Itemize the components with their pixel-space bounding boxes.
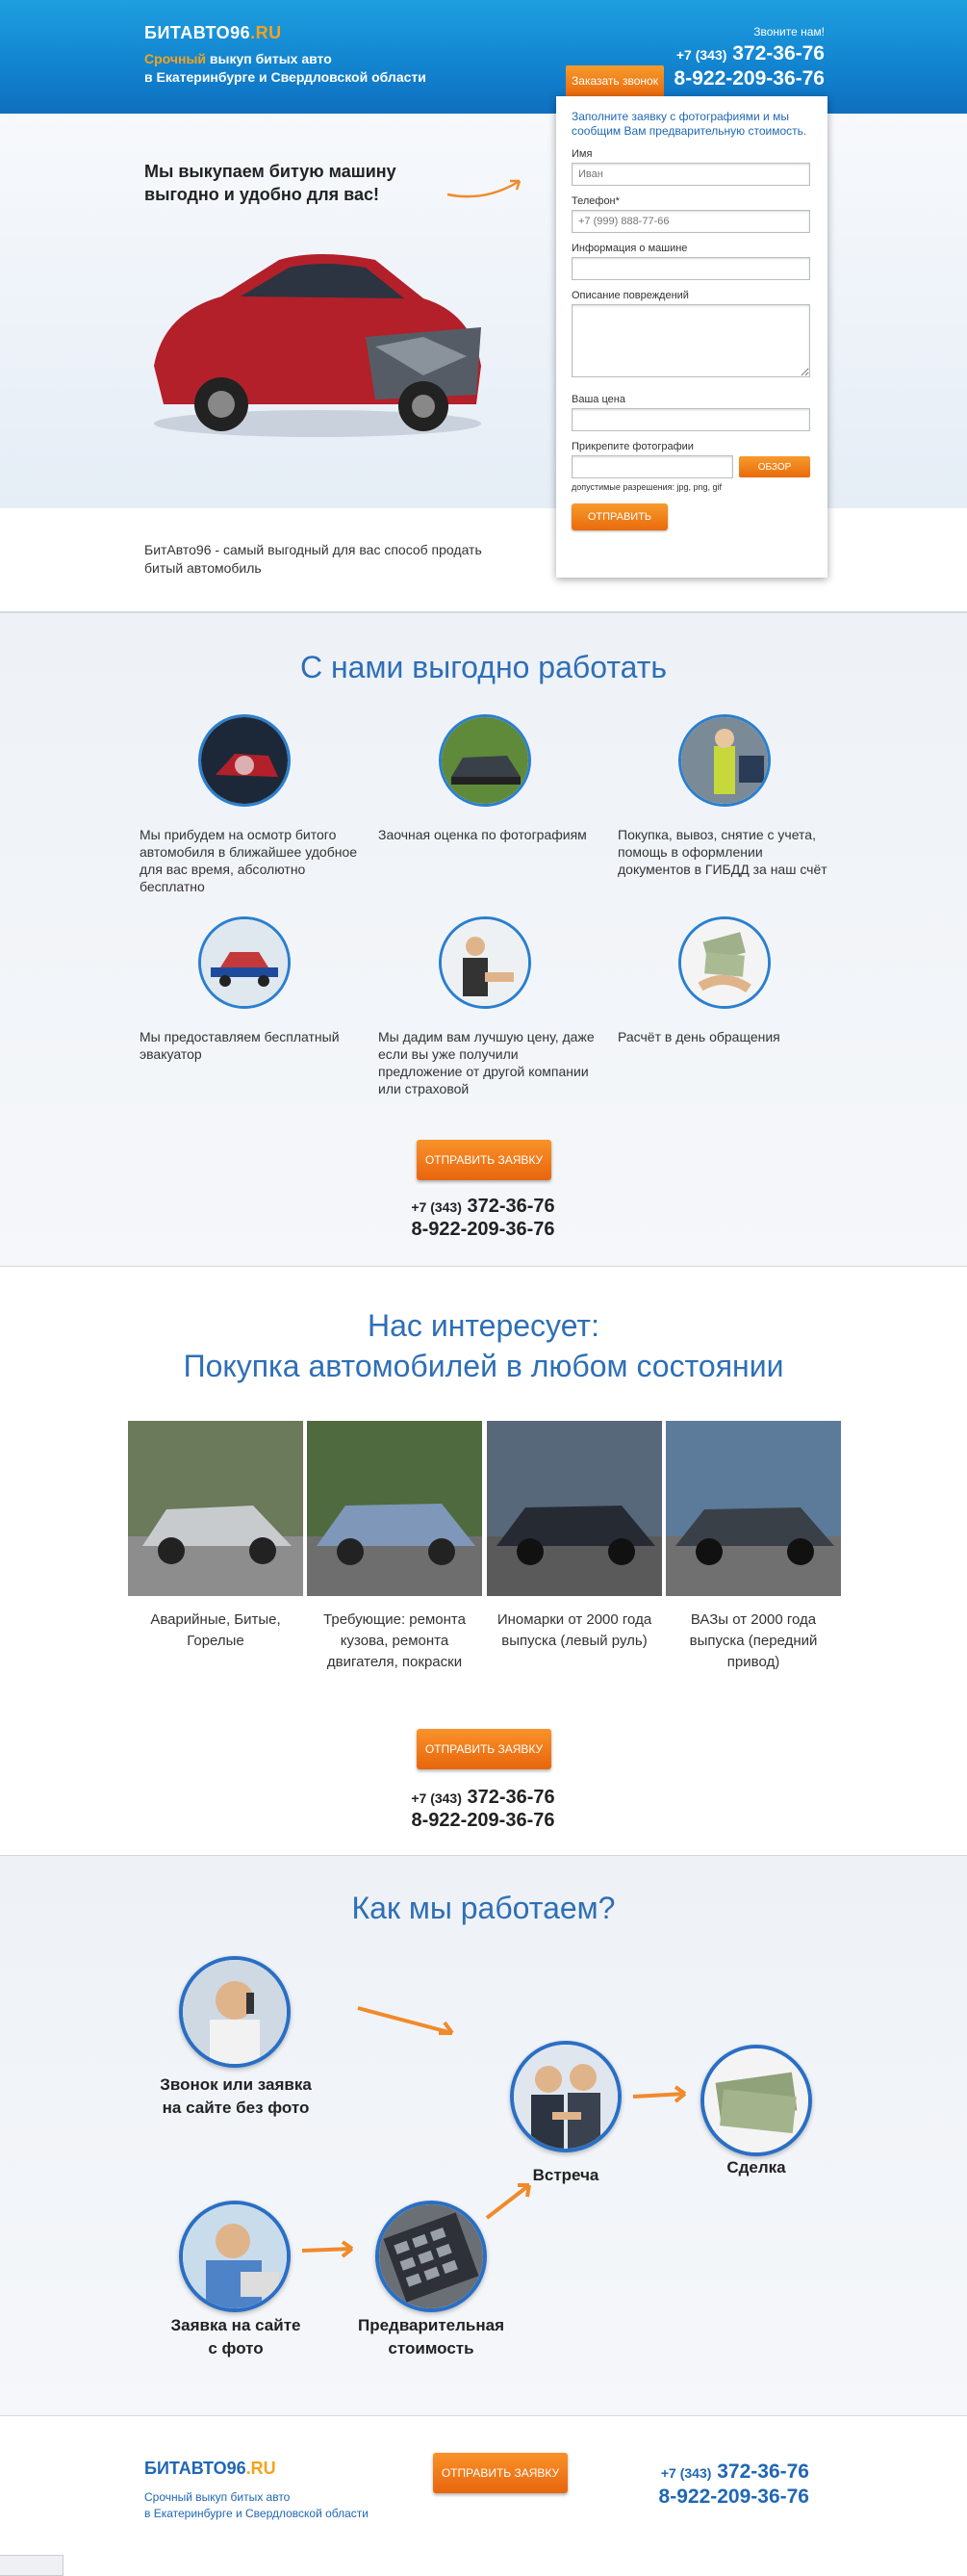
car-photo-foreign (487, 1421, 662, 1596)
damaged-car-image (135, 221, 500, 443)
footer-logo[interactable]: БИТАВТО96.RU (144, 2459, 276, 2478)
price-input[interactable] (572, 408, 810, 431)
money-icon (678, 916, 771, 1009)
form-intro: Заполните заявку с фотографиями и мы сообщим Вам предварительную стоимость. (572, 110, 807, 138)
photo-evaluation-icon (439, 714, 531, 807)
header-phone-2[interactable]: 8-922-209-36-76 (674, 67, 825, 90)
tow-truck-icon (198, 916, 291, 1009)
benefits-phone-2[interactable]: 8-922-209-36-76 (411, 1219, 555, 1240)
file-upload-row (572, 455, 812, 478)
benefit-text-2: Заочная оценка по фотографиям (378, 827, 587, 842)
send-request-button-2[interactable]: ОТПРАВИТЬ ЗАЯВКУ (417, 1729, 551, 1769)
car-caption-1: Аварийные, Битые, Горелые (150, 1611, 281, 1649)
corner-widget[interactable] (0, 2555, 64, 2576)
step-photo-label: Заявка на сайте с фото (170, 2316, 301, 2357)
step-meet-label: Встреча (532, 2166, 599, 2184)
online-request-icon (179, 2201, 291, 2312)
submit-button[interactable]: ОТПРАВИТЬ (572, 503, 668, 530)
crash-icon (198, 714, 291, 807)
call-us-label: Звоните нам! (753, 25, 825, 39)
arrow-icon (483, 2177, 537, 2222)
browse-button[interactable]: ОБЗОР (739, 456, 810, 477)
arrow-icon (443, 173, 529, 202)
car-caption-3: Иномарки от 2000 года выпуска (левый руль) (496, 1611, 652, 1649)
name-label: Имя (572, 148, 593, 160)
phone-input[interactable] (572, 210, 810, 233)
phone-call-icon (179, 1956, 291, 2068)
how-title: Как мы работаем? (351, 1891, 616, 1925)
car-photo-repair (307, 1421, 482, 1596)
calculator-icon (375, 2201, 487, 2312)
step-call-label: Звонок или заявка на сайте без фото (160, 2075, 312, 2117)
header-phone-1[interactable]: +7 (343) 372-36-76 (675, 42, 825, 64)
photos-label: Прикрепите фотографии (572, 441, 694, 452)
callback-button[interactable]: Заказать звонок (566, 65, 664, 96)
handshake-icon (439, 916, 531, 1009)
traffic-police-icon (678, 714, 771, 807)
logo[interactable]: БИТАВТО96.RU (144, 23, 282, 42)
hero-subtitle: БитАвто96 - самый выгодный для вас способ продать битый автомобиль (144, 542, 482, 576)
car-info-input[interactable] (572, 257, 810, 280)
interest-phone-1[interactable]: +7 (343) 372-36-76 (411, 1787, 555, 1808)
name-input[interactable] (572, 163, 810, 186)
send-request-button-1[interactable]: ОТПРАВИТЬ ЗАЯВКУ (417, 1140, 551, 1180)
interest-phone-2[interactable]: 8-922-209-36-76 (411, 1810, 555, 1831)
arrow-icon (300, 2239, 360, 2258)
benefit-text-6: Расчёт в день обращения (618, 1029, 780, 1044)
request-form (556, 96, 827, 578)
footer-phone-2[interactable]: 8-922-209-36-76 (658, 2486, 809, 2508)
damage-textarea[interactable] (572, 304, 810, 377)
footer-tagline: Срочный выкуп битых авто в Екатеринбурге и Свердловской области (144, 2490, 369, 2520)
car-info-label: Информация о машине (572, 243, 688, 254)
hero-title: Мы выкупаем битую машину выгодно и удобно для вас! (144, 162, 396, 204)
benefit-text-3: Покупка, вывоз, снятие с учета, помощь в оформлении документов в ГИБДД за наш счёт (618, 827, 827, 877)
phone-label: Телефон* (572, 195, 620, 207)
send-request-button-3[interactable]: ОТПРАВИТЬ ЗАЯВКУ (433, 2453, 568, 2493)
meeting-icon (510, 2041, 622, 2152)
allowed-formats: допустимые разрешения: jpg, png, gif (572, 482, 723, 492)
benefit-text-1: Мы прибудем на осмотр битого автомобиля в ближайшее удобное для вас время, абсолютно бесплатно (140, 827, 358, 894)
step-deal-label: Сделка (726, 2158, 786, 2177)
car-photo-damaged (128, 1421, 303, 1596)
header-tagline: Срочный выкуп битых авто в Екатеринбурге и Свердловской области (144, 51, 426, 85)
price-label: Ваша цена (572, 394, 625, 405)
damage-label: Описание повреждений (572, 290, 689, 301)
benefits-title: С нами выгодно работать (299, 650, 668, 684)
footer-phone-1[interactable]: +7 (343) 372-36-76 (660, 2460, 809, 2483)
arrow-icon (631, 2085, 693, 2104)
deal-money-icon (700, 2045, 812, 2156)
step-price-label: Предварительная стоимость (357, 2316, 505, 2357)
interest-title-1: Нас интересует: (368, 1308, 599, 1343)
benefits-phone-1[interactable]: +7 (343) 372-36-76 (411, 1196, 555, 1217)
car-caption-2: Требующие: ремонта кузова, ремонта двигателя, покраски (323, 1611, 466, 1670)
interest-title-2: Покупка автомобилей в любом состоянии (183, 1349, 784, 1383)
file-path-field[interactable] (572, 455, 733, 478)
arrow-icon (356, 2004, 462, 2043)
benefit-text-5: Мы дадим вам лучшую цену, даже если вы уже получили предложение от другой компании или страховой (378, 1029, 595, 1096)
benefit-text-4: Мы предоставляем бесплатный эвакуатор (140, 1029, 340, 1062)
car-photo-vaz (666, 1421, 841, 1596)
car-caption-4: ВАЗы от 2000 года выпуска (передний привод) (689, 1611, 818, 1670)
